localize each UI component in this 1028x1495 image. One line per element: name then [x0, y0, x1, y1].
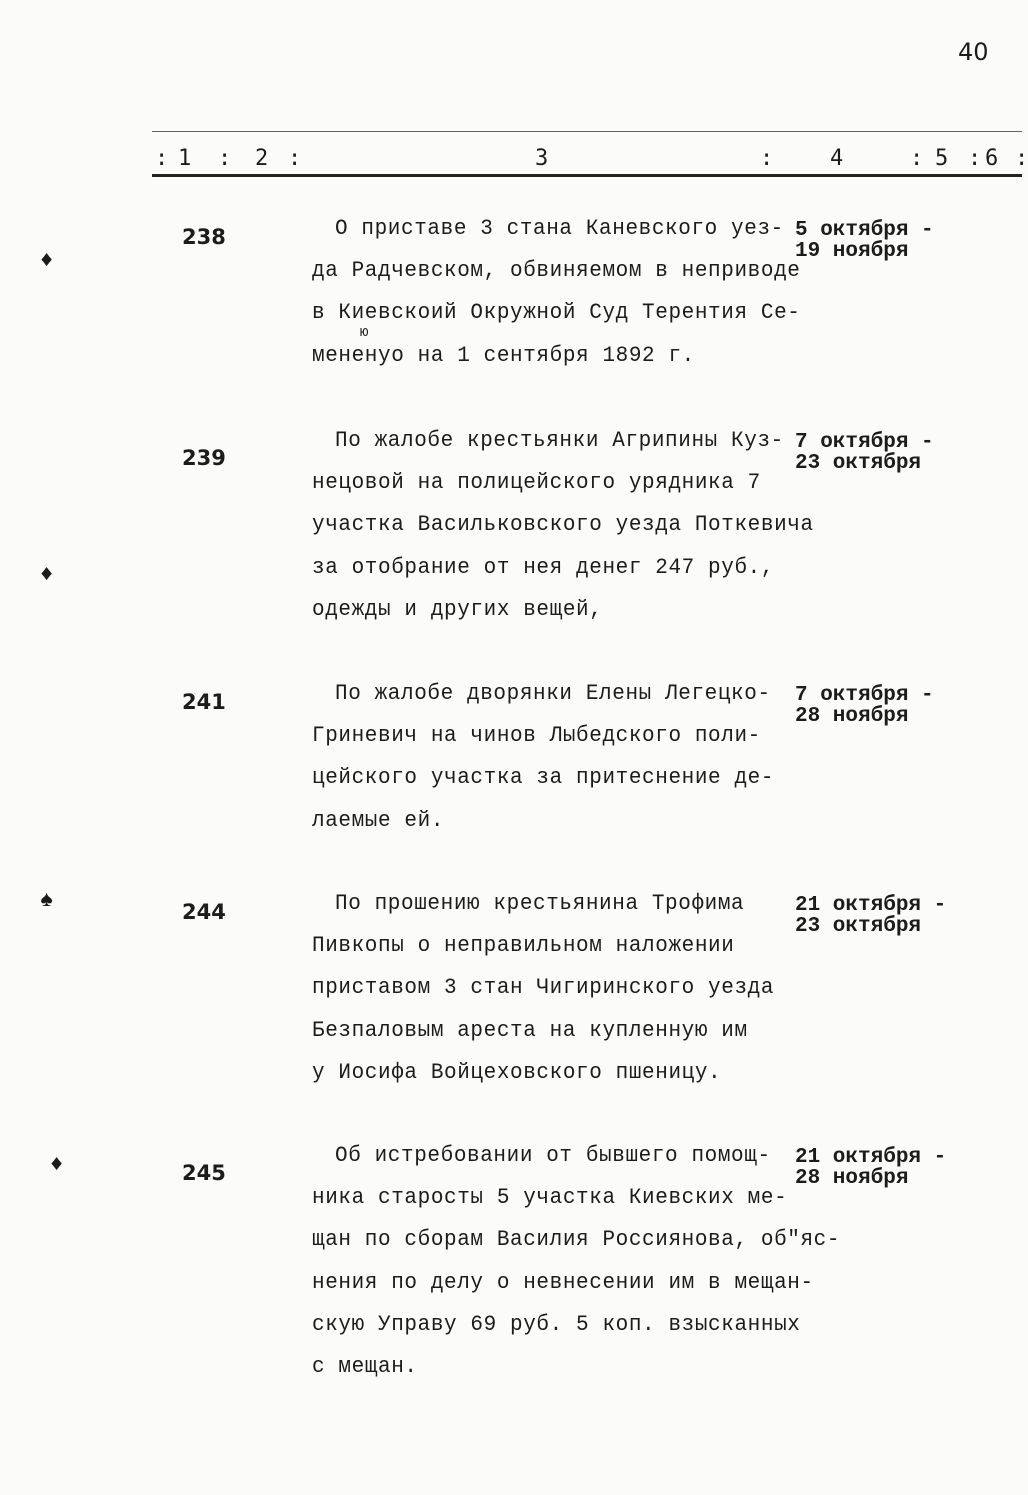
punch-hole-mark: ♦: [50, 1152, 64, 1177]
entry-number: 238: [182, 225, 226, 249]
entry-description-line: Пивкопы о неправильном наложении: [312, 934, 735, 959]
entry-description-line: щан по сборам Василия Россиянова, об"яс-: [312, 1228, 841, 1253]
punch-hole-mark: ♦: [40, 562, 54, 587]
entry-description-line: По прошению крестьянина Трофима: [335, 892, 745, 917]
column-header-4: 4: [830, 146, 844, 171]
entry-number: 241: [182, 690, 226, 714]
header-bottom-rule: [152, 174, 1022, 177]
column-header-1: 1: [178, 146, 192, 171]
entry-description-line: нецовой на полицейского урядника 7: [312, 471, 761, 496]
column-separator: :: [1015, 146, 1028, 171]
entry-description-line: да Радчевском, обвиняемом в неприводе: [312, 259, 801, 284]
entry-number: 239: [182, 446, 226, 470]
column-separator: :: [218, 146, 232, 171]
entry-description-line: Безпаловым ареста на купленную им: [312, 1019, 748, 1044]
entry-date-to: 28 ноября: [795, 1167, 909, 1190]
column-header-3: 3: [535, 146, 549, 171]
punch-hole-mark: ♠: [40, 888, 54, 913]
entry-description-line: за отобрание от нея денег 247 руб.,: [312, 556, 775, 581]
entry-date-from: 7 октября -: [795, 431, 934, 454]
entry-description-line: ника старосты 5 участка Киевских ме-: [312, 1186, 788, 1211]
column-separator: :: [760, 146, 774, 171]
entry-description-line: лаемые ей.: [312, 809, 445, 834]
entry-description-line: нения по делу о невнесении им в мещан-: [312, 1271, 814, 1296]
entry-description-line: участка Васильковского уезда Поткевича: [312, 513, 814, 538]
entry-number: 245: [182, 1161, 226, 1185]
entry-date-from: 7 октября -: [795, 684, 934, 707]
entry-description-line: скую Управу 69 руб. 5 коп. взысканных: [312, 1313, 801, 1338]
column-separator: :: [155, 146, 169, 171]
entry-description-line: мененуо на 1 сентября 1892 г.: [312, 344, 695, 369]
entry-description-line: По жалобе крестьянки Агрипины Куз-: [335, 429, 784, 454]
header-top-rule: [152, 131, 1022, 132]
entry-description-line: О приставе 3 стана Каневского уез-: [335, 217, 784, 242]
column-header-6: 6: [985, 146, 999, 171]
entry-description-line: приставом 3 стан Чигиринского уезда: [312, 976, 775, 1001]
entry-date-to: 19 ноября: [795, 240, 909, 263]
entry-description-line: одежды и других вещей,: [312, 598, 603, 623]
entry-number: 244: [182, 900, 226, 924]
entry-description-line: цейского участка за притеснение де-: [312, 766, 775, 791]
entry-date-to: 23 октября: [795, 915, 922, 938]
entry-date-from: 5 октября -: [795, 219, 934, 242]
column-separator: :: [910, 146, 924, 171]
entry-date-to: 23 октября: [795, 452, 922, 475]
entry-description-line: Гриневич на чинов Лыбедского поли-: [312, 724, 761, 749]
entry-date-from: 21 октября -: [795, 1146, 947, 1169]
handwritten-correction: ю: [360, 324, 370, 341]
entry-description-line: Об истребовании от бывшего помощ-: [335, 1144, 771, 1169]
entry-date-from: 21 октября -: [795, 894, 947, 917]
punch-hole-mark: ♦: [40, 248, 54, 273]
column-separator: :: [968, 146, 982, 171]
entry-description-line: По жалобе дворянки Елены Легецко-: [335, 682, 771, 707]
entry-date-to: 28 ноября: [795, 705, 909, 728]
page-number: 40: [958, 38, 989, 66]
column-header-2: 2: [255, 146, 269, 171]
column-separator: :: [288, 146, 302, 171]
entry-description-line: у Иосифа Войцеховского пшеницу.: [312, 1061, 722, 1086]
entry-description-line: в Киевскоий Окружной Суд Терентия Се-: [312, 301, 801, 326]
column-header-5: 5: [935, 146, 949, 171]
entry-description-line: с мещан.: [312, 1355, 418, 1380]
